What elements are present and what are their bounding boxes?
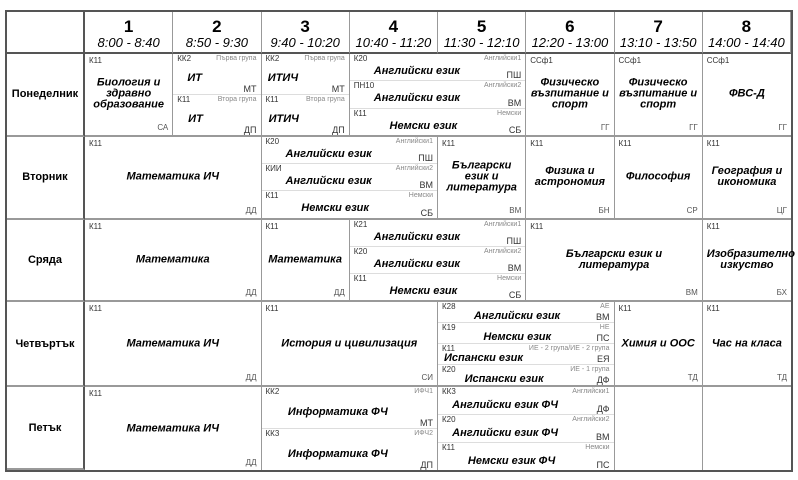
room-label: К11 [89, 56, 102, 65]
timetable [5, 10, 793, 472]
room-label: КК2 [177, 54, 192, 63]
subject-label: ИТИЧ [268, 112, 299, 125]
subject-label: Информатика ФЧ [287, 405, 388, 418]
teacher-label: ВМ [507, 97, 522, 108]
lesson-cell[interactable] [703, 387, 791, 470]
room-label: К11 [265, 304, 279, 314]
group-label: Английски2 [484, 82, 522, 90]
lesson [85, 387, 261, 470]
day-label: Сряда [7, 220, 85, 303]
subject-label: Английски език [373, 257, 460, 270]
room-label: К20 [353, 54, 368, 63]
period-time: 11:30 - 12:10 [443, 35, 520, 50]
lesson [262, 429, 438, 470]
period-header [85, 12, 173, 54]
period-header [173, 12, 261, 54]
group-label: Английски2 [572, 416, 610, 424]
room-label: К11 [353, 108, 367, 118]
room-label: К11 [706, 138, 720, 148]
lesson-cell[interactable] [438, 137, 526, 220]
room-label: КК2 [265, 387, 280, 397]
lesson-cell[interactable] [615, 137, 703, 220]
lesson [438, 387, 614, 415]
lesson [262, 95, 349, 135]
group-label: Английски1 [484, 55, 522, 62]
lesson-cell[interactable] [350, 220, 527, 303]
lesson [350, 81, 526, 108]
lesson [262, 387, 438, 429]
room-label: К11 [442, 443, 455, 453]
period-number: 4 [388, 17, 399, 36]
period-number: 8 [741, 17, 752, 36]
room-label: К11 [618, 138, 632, 148]
room-label: К19 [442, 323, 456, 333]
group-label: Английски1 [484, 220, 522, 228]
period-header [262, 12, 350, 54]
teacher-label: ДП [332, 124, 345, 135]
teacher-label: ПС [596, 333, 610, 344]
teacher-label: ВМ [596, 312, 610, 323]
lesson [350, 109, 526, 135]
group-label: Втора група [306, 95, 345, 103]
lesson-cell[interactable] [615, 54, 703, 137]
lesson-cell[interactable] [526, 137, 614, 220]
subject-label: Български език и литература [565, 247, 663, 271]
lesson-cell[interactable] [262, 220, 350, 303]
teacher-label: ЕЯ [596, 354, 610, 365]
room-label: К11 [89, 221, 102, 231]
room-label: К11 [89, 138, 102, 148]
lesson [526, 137, 613, 218]
teacher-label: ДД [245, 205, 257, 215]
room-label: КК3 [442, 387, 456, 397]
subject-label: Английски език [473, 310, 561, 323]
teacher-label: СБ [508, 124, 522, 135]
lesson-cell[interactable] [703, 137, 791, 220]
lesson [85, 54, 172, 135]
lesson-cell[interactable] [438, 387, 615, 470]
room-label: К28 [442, 302, 456, 312]
room-label: К11 [530, 138, 544, 148]
day-label: Четвъртък [7, 302, 85, 387]
subject-label: Немски език [389, 119, 458, 132]
corner-header [7, 12, 85, 54]
teacher-label: СБ [508, 290, 522, 301]
lesson-cell[interactable] [526, 220, 703, 303]
teacher-label: ПШ [418, 153, 433, 163]
group-label: Първа група [304, 55, 345, 62]
room-label: КИИ [265, 164, 282, 173]
lesson [262, 164, 438, 191]
room-label: ССф1 [618, 56, 642, 65]
subject-label: ИТИЧ [267, 71, 299, 84]
teacher-label: ДП [420, 460, 433, 470]
period-number: 5 [476, 17, 487, 36]
room-label: КК3 [265, 429, 280, 439]
lesson-cell[interactable] [703, 302, 791, 387]
room-label: К11 [89, 304, 102, 314]
teacher-label: СИ [421, 373, 433, 383]
teacher-label: СА [157, 122, 169, 132]
day-label: Понеделник [7, 54, 85, 137]
lesson-cell[interactable] [262, 137, 439, 220]
lesson-cell[interactable] [703, 54, 791, 137]
room-label: ПН10 [353, 81, 375, 91]
period-time: 13:10 - 13:50 [619, 35, 697, 50]
lesson [173, 54, 260, 95]
lesson [173, 95, 260, 135]
lesson [350, 274, 526, 300]
group-label: АЕ [600, 303, 610, 311]
lesson-cell[interactable] [85, 302, 262, 387]
period-time: 9:40 - 10:20 [270, 35, 340, 50]
period-time: 14:00 - 14:40 [708, 35, 785, 50]
group-label: ИЕ - 2 група/ИЕ - 2 група [528, 345, 610, 353]
lesson-cell[interactable] [615, 387, 703, 470]
period-number: 1 [123, 17, 134, 36]
period-number: 6 [565, 17, 575, 36]
period-time: 8:00 - 8:40 [97, 35, 160, 50]
group-label: Втора група [217, 95, 257, 103]
teacher-label: СБ [420, 207, 433, 218]
group-label: Немски [585, 444, 610, 452]
group-label: ИФЧ1 [414, 388, 433, 396]
room-label: КК2 [265, 54, 280, 63]
period-time: 12:20 - 13:00 [531, 35, 609, 50]
day-label: Петък [7, 387, 85, 470]
period-number: 2 [212, 17, 222, 36]
room-label: К11 [618, 304, 632, 314]
room-label: К11 [265, 191, 279, 201]
day-label: Вторник [7, 137, 85, 220]
lesson-cell[interactable] [615, 302, 703, 387]
lesson [526, 220, 702, 301]
teacher-label: МТ [243, 83, 257, 94]
subject-label: Физика и астрономия [534, 165, 605, 189]
subject-label: Математика [135, 253, 210, 266]
subject-label: Химия и ООС [621, 337, 695, 350]
teacher-label: ВМ [419, 180, 433, 191]
room-label: К20 [353, 246, 368, 256]
room-label: К11 [89, 389, 102, 399]
room-label: К20 [442, 415, 456, 425]
teacher-label: ГГ [689, 122, 698, 132]
group-label: ИЕ - 1 група [570, 366, 610, 374]
group-label: Английски1 [395, 137, 433, 145]
teacher-label: ДД [333, 288, 345, 298]
subject-label: Математика ИЧ [126, 337, 219, 350]
lesson [615, 137, 702, 218]
teacher-label: ВМ [509, 205, 522, 215]
group-label: Английски1 [572, 388, 610, 396]
subject-label: Немски език [483, 331, 552, 344]
room-label: К11 [353, 274, 367, 283]
lesson [438, 443, 614, 470]
teacher-label: ТД [776, 373, 787, 383]
lesson [526, 54, 613, 135]
teacher-label: ДП [243, 124, 257, 135]
teacher-label: ДФ [596, 404, 610, 415]
teacher-label: ВМ [596, 432, 610, 443]
period-time: 10:40 - 11:20 [355, 35, 432, 50]
room-label: К11 [442, 138, 455, 148]
lesson [438, 415, 614, 443]
room-label: К11 [265, 221, 279, 231]
lesson-cell[interactable] [262, 387, 439, 470]
group-label: НЕ [599, 324, 610, 332]
teacher-label: ТД [687, 373, 698, 383]
lesson [350, 247, 526, 274]
lesson [438, 365, 614, 385]
teacher-label: ПС [596, 460, 610, 471]
room-label: К20 [442, 365, 456, 375]
subject-label: Философия [625, 170, 691, 183]
lesson [703, 302, 791, 385]
teacher-label: ЦГ [776, 205, 787, 215]
teacher-label: ГГ [778, 122, 787, 132]
period-header [615, 12, 703, 54]
teacher-label: ДД [245, 288, 257, 298]
teacher-label: ДД [245, 458, 257, 467]
subject-label: Английски език ФЧ [452, 398, 559, 411]
room-label: ССф1 [706, 56, 730, 65]
group-label: Английски2 [395, 165, 433, 172]
lesson [703, 137, 791, 218]
period-number: 7 [653, 17, 663, 36]
room-label: К11 [706, 304, 720, 314]
subject-label: Немски език [389, 285, 458, 298]
room-label: К21 [353, 219, 368, 229]
room-label: К20 [265, 136, 280, 146]
lesson [615, 54, 702, 135]
lesson [438, 323, 614, 344]
subject-label: Английски език [373, 65, 460, 78]
subject-label: История и цивилизация [281, 337, 418, 350]
period-number: 3 [300, 17, 310, 36]
subject-label: Информатика ФЧ [287, 447, 388, 460]
subject-label: ИТ [187, 71, 203, 84]
lesson [703, 220, 795, 301]
lesson-cell[interactable] [85, 220, 262, 303]
lesson [262, 220, 349, 301]
lesson [438, 344, 614, 365]
subject-label: Час на класа [711, 337, 782, 350]
teacher-label: ПШ [506, 70, 522, 81]
lesson-cell[interactable] [173, 54, 261, 137]
subject-label: Физическо възпитание и спорт [530, 76, 609, 111]
lesson [262, 54, 349, 95]
teacher-label: ВМ [685, 288, 698, 298]
lesson-cell[interactable] [703, 220, 795, 303]
subject-label: Английски език [285, 147, 372, 160]
subject-label: Немски език [301, 202, 369, 215]
subject-label: Математика ИЧ [126, 422, 219, 435]
teacher-label: ДД [245, 373, 257, 383]
period-time: 8:50 - 9:30 [185, 35, 248, 50]
subject-label: Английски език ФЧ [452, 426, 559, 439]
teacher-label: МТ [420, 418, 433, 429]
teacher-label: СР [686, 205, 698, 215]
room-label: К11 [265, 94, 279, 104]
period-header [438, 12, 526, 54]
lesson [262, 302, 438, 385]
subject-label: Математика ИЧ [126, 170, 219, 183]
lesson [350, 220, 526, 247]
subject-label: Биология и здравно образование [93, 76, 164, 111]
group-label: Немски [497, 109, 522, 117]
subject-label: Английски език [285, 175, 372, 188]
room-label: К11 [706, 221, 720, 231]
subject-label: ИТ [188, 112, 203, 125]
group-label: Първа група [216, 55, 257, 62]
subject-label: Английски език [373, 230, 460, 243]
teacher-label: БХ [776, 288, 787, 298]
group-label: Немски [408, 192, 433, 200]
teacher-label: БН [598, 205, 610, 215]
lesson [262, 191, 438, 217]
room-label: К11 [530, 221, 544, 231]
lesson [350, 54, 526, 81]
lesson [85, 220, 261, 301]
period-header [703, 12, 791, 54]
group-label: Английски2 [484, 247, 522, 255]
subject-label: Физическо възпитание и спорт [619, 76, 698, 111]
lesson-cell[interactable] [262, 302, 439, 387]
lesson [85, 137, 261, 218]
subject-label: География и икономика [711, 165, 783, 189]
lesson-cell[interactable] [85, 137, 262, 220]
teacher-label: ДФ [596, 375, 610, 386]
teacher-label: ПШ [506, 235, 522, 246]
teacher-label: ГГ [600, 122, 610, 132]
teacher-label: ВМ [507, 263, 522, 273]
lesson-cell[interactable] [85, 387, 262, 470]
group-label: Немски [497, 275, 522, 282]
subject-label: ФВС-Д [728, 87, 765, 100]
room-label: ССф1 [530, 56, 553, 65]
subject-label: Английски език [373, 92, 460, 105]
lesson-cell[interactable] [438, 302, 615, 387]
room-label: К11 [442, 344, 455, 354]
subject-label: Изобразително изкуство [706, 247, 795, 271]
lesson [438, 137, 525, 218]
period-header [526, 12, 614, 54]
room-label: К11 [177, 94, 191, 104]
group-label: ИФЧ2 [414, 430, 433, 438]
lesson-cell[interactable] [262, 54, 350, 137]
lesson [703, 54, 791, 135]
subject-label: Български език и литература [446, 159, 517, 194]
teacher-label: МТ [331, 83, 345, 94]
lesson [85, 302, 261, 385]
lesson-cell[interactable] [526, 54, 614, 137]
lesson [615, 302, 702, 385]
period-header [350, 12, 438, 54]
subject-label: Испански език [464, 373, 544, 386]
subject-label: Немски език ФЧ [467, 454, 556, 467]
subject-label: Испански език [443, 352, 523, 365]
lesson-cell[interactable] [350, 54, 527, 137]
subject-label: Математика [268, 253, 342, 266]
lesson [438, 302, 614, 323]
lesson [262, 137, 438, 164]
lesson-cell[interactable] [85, 54, 173, 137]
